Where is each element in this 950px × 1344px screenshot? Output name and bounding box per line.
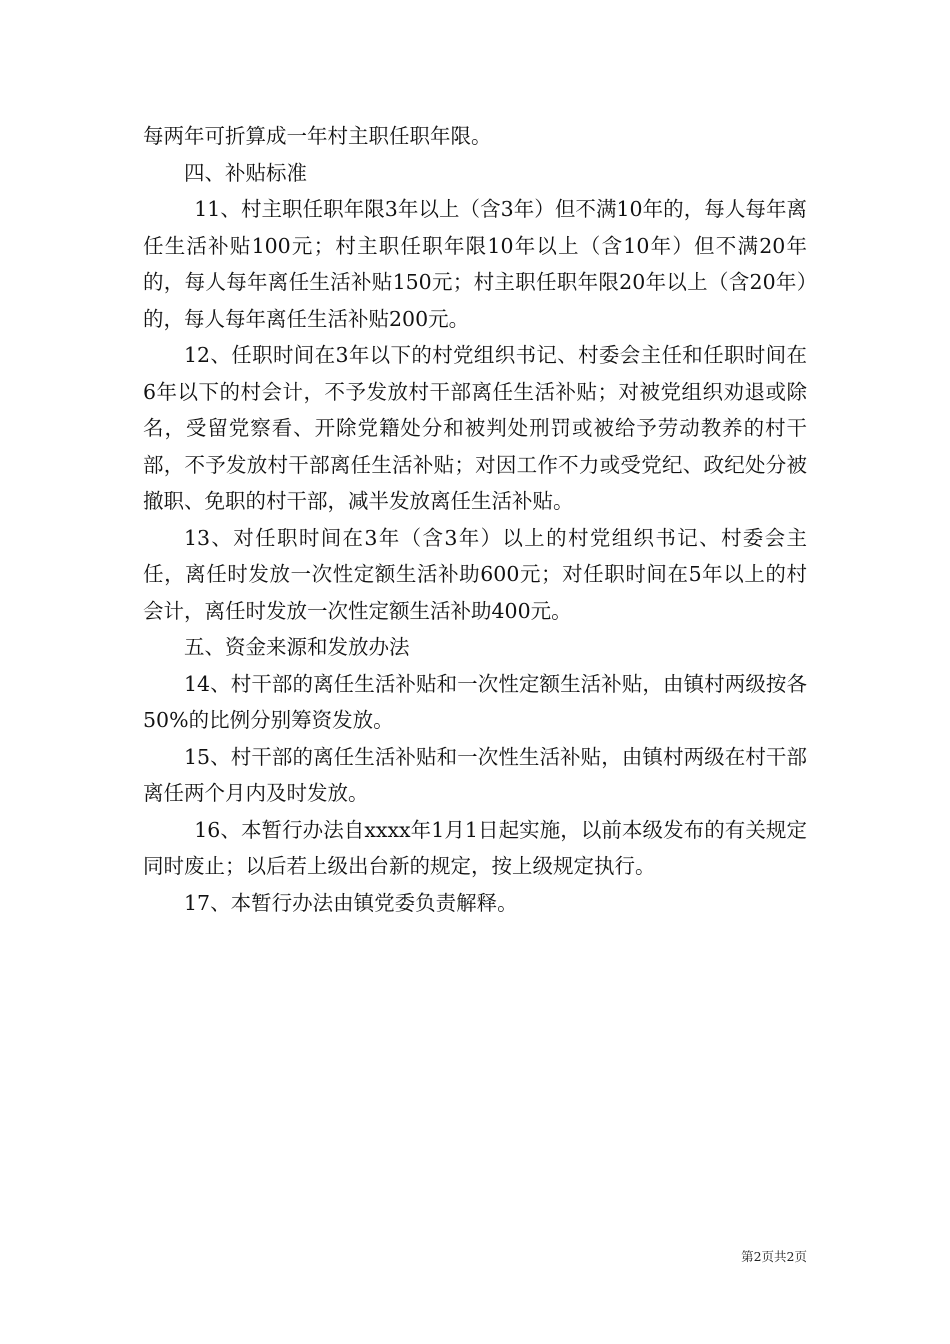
section-heading-funding: 五、资金来源和发放办法 <box>184 635 410 659</box>
paragraph-item-11: 11、村主职任职年限3年以上（含3年）但不满10年的，每人每年离任生活补贴100元；村主职任职年限10年以上（含10年）但不满20年的，每人每年离任生活补贴150元；村主职任职年限20年以上（含20年）的，每人每年离任生活补贴200元。 <box>143 197 807 331</box>
paragraph-item-16: 16、本暂行办法自xxxx年1月1日起实施，以前本级发布的有关规定同时废止；以后若上级出台新的规定，按上级规定执行。 <box>143 817 807 878</box>
paragraph-item-13: 13、对任职时间在3年（含3年）以上的村党组织书记、村委会主任，离任时发放一次性定额生活补助600元；对任职时间在5年以上的村会计，离任时发放一次性定额生活补助400元。 <box>143 525 807 623</box>
paragraph-continuation: 每两年可折算成一年村主职任职年限。 <box>143 124 492 148</box>
paragraph-item-17: 17、本暂行办法由镇党委负责解释。 <box>184 890 518 915</box>
paragraph-item-14: 14、村干部的离任生活补贴和一次性定额生活补贴，由镇村两级按各50%的比例分别筹资发放。 <box>143 671 807 732</box>
paragraph-item-15: 15、村干部的离任生活补贴和一次性生活补贴，由镇村两级在村干部离任两个月内及时发放。 <box>143 744 807 805</box>
document-body <box>143 118 807 921</box>
section-heading-subsidy-standard: 四、补贴标准 <box>184 160 307 185</box>
paragraph-item-12: 12、任职时间在3年以下的村党组织书记、村委会主任和任职时间在6年以下的村会计，不予发放村干部离任生活补贴；对被党组织劝退或除名，受留党察看、开除党籍处分和被判处刑罚或被给予劳动教养的村干部，不予发放村干部离任生活补贴；对因工作不力或受党纪、政纪处分被撤职、免职的村干部，减半发放离任生活补贴。 <box>143 343 807 513</box>
page-number: 第2页共2页 <box>741 1249 807 1264</box>
